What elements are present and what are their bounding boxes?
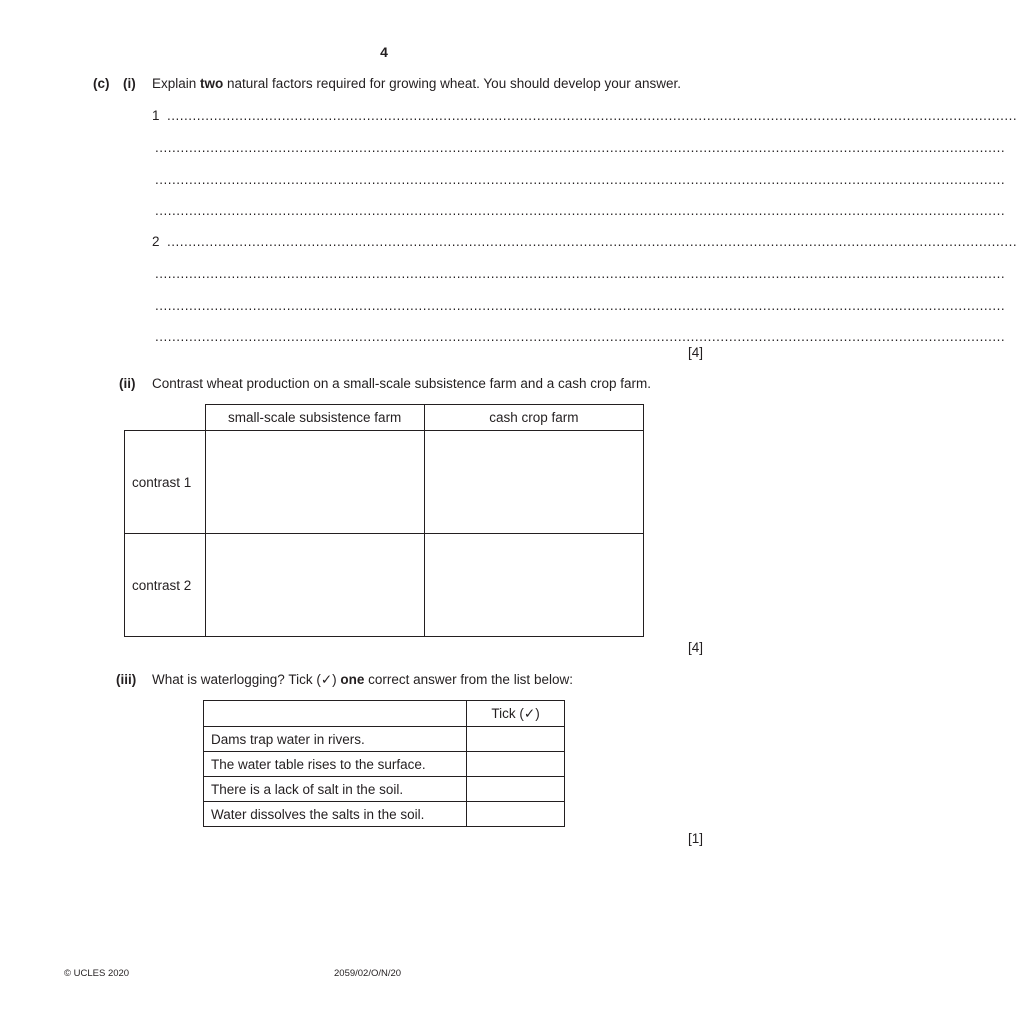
tick-box[interactable] — [467, 752, 565, 777]
answer-line[interactable]: ........................................................................................................................................................................................................ — [155, 172, 1006, 187]
tick-box[interactable] — [467, 802, 565, 827]
part-i-text-bold: two — [200, 76, 224, 91]
part-ii-question: Contrast wheat production on a small-scale subsistence farm and a cash crop farm. — [152, 376, 651, 391]
answer-line[interactable]: ........................................................................................................................................................................................................ — [155, 203, 1006, 218]
tick-box[interactable] — [467, 727, 565, 752]
contrast-table — [124, 404, 644, 637]
answer-line[interactable]: ........................................................................................................................................................................................................ — [155, 140, 1006, 155]
footer-code: 2059/02/O/N/20 — [334, 968, 402, 979]
part-i-label: (i) — [123, 76, 136, 91]
part-i-text-after: natural factors required for growing wheat. You should develop your answer. — [223, 76, 682, 91]
row-label-contrast-2: contrast 2 — [125, 534, 206, 637]
column-header-cash-crop: cash crop farm — [424, 405, 643, 431]
part-ii-label: (ii) — [119, 376, 136, 391]
answer-cell[interactable] — [205, 431, 424, 534]
row-label-contrast-1: contrast 1 — [125, 431, 206, 534]
option-text: Dams trap water in rivers. — [204, 727, 467, 752]
tick-column-header: Tick (✓) — [467, 701, 565, 727]
part-iii-label: (iii) — [116, 672, 137, 687]
tick-box[interactable] — [467, 777, 565, 802]
answer-line[interactable]: ........................................................................................................................................................................................................ — [155, 329, 1006, 344]
part-iii-text-before: What is waterlogging? Tick (✓) — [152, 672, 341, 687]
answer-cell[interactable] — [424, 431, 643, 534]
answer-line[interactable]: ........................................................................................................................................................................................................ — [167, 234, 1017, 249]
answer-cell[interactable] — [424, 534, 643, 637]
option-text: Water dissolves the salts in the soil. — [204, 802, 467, 827]
option-text: The water table rises to the surface. — [204, 752, 467, 777]
part-ii-marks: [4] — [687, 640, 703, 655]
page-number: 4 — [380, 44, 388, 60]
answer-line[interactable]: ........................................................................................................................................................................................................ — [155, 266, 1006, 281]
part-iii-marks: [1] — [687, 831, 703, 846]
empty-header-cell — [204, 701, 467, 727]
part-iii-text-bold: one — [340, 672, 365, 687]
empty-corner-cell — [125, 405, 206, 431]
column-header-subsistence: small-scale subsistence farm — [205, 405, 424, 431]
waterlogging-table — [203, 700, 565, 827]
option-text: There is a lack of salt in the soil. — [204, 777, 467, 802]
part-iii-question — [152, 672, 573, 688]
footer-copyright: © UCLES 2020 — [64, 968, 130, 979]
answer-line[interactable]: ........................................................................................................................................................................................................ — [155, 298, 1006, 313]
part-i-marks: [4] — [687, 345, 703, 360]
answer-line[interactable]: ........................................................................................................................................................................................................ — [167, 108, 1017, 123]
answer-1-number: 1 — [152, 108, 160, 123]
part-i-question — [152, 76, 681, 91]
answer-2-number: 2 — [152, 234, 160, 249]
part-i-text-before: Explain — [152, 76, 201, 91]
part-iii-text-after: correct answer from the list below: — [364, 672, 573, 687]
question-c-label: (c) — [93, 76, 110, 91]
answer-cell[interactable] — [205, 534, 424, 637]
